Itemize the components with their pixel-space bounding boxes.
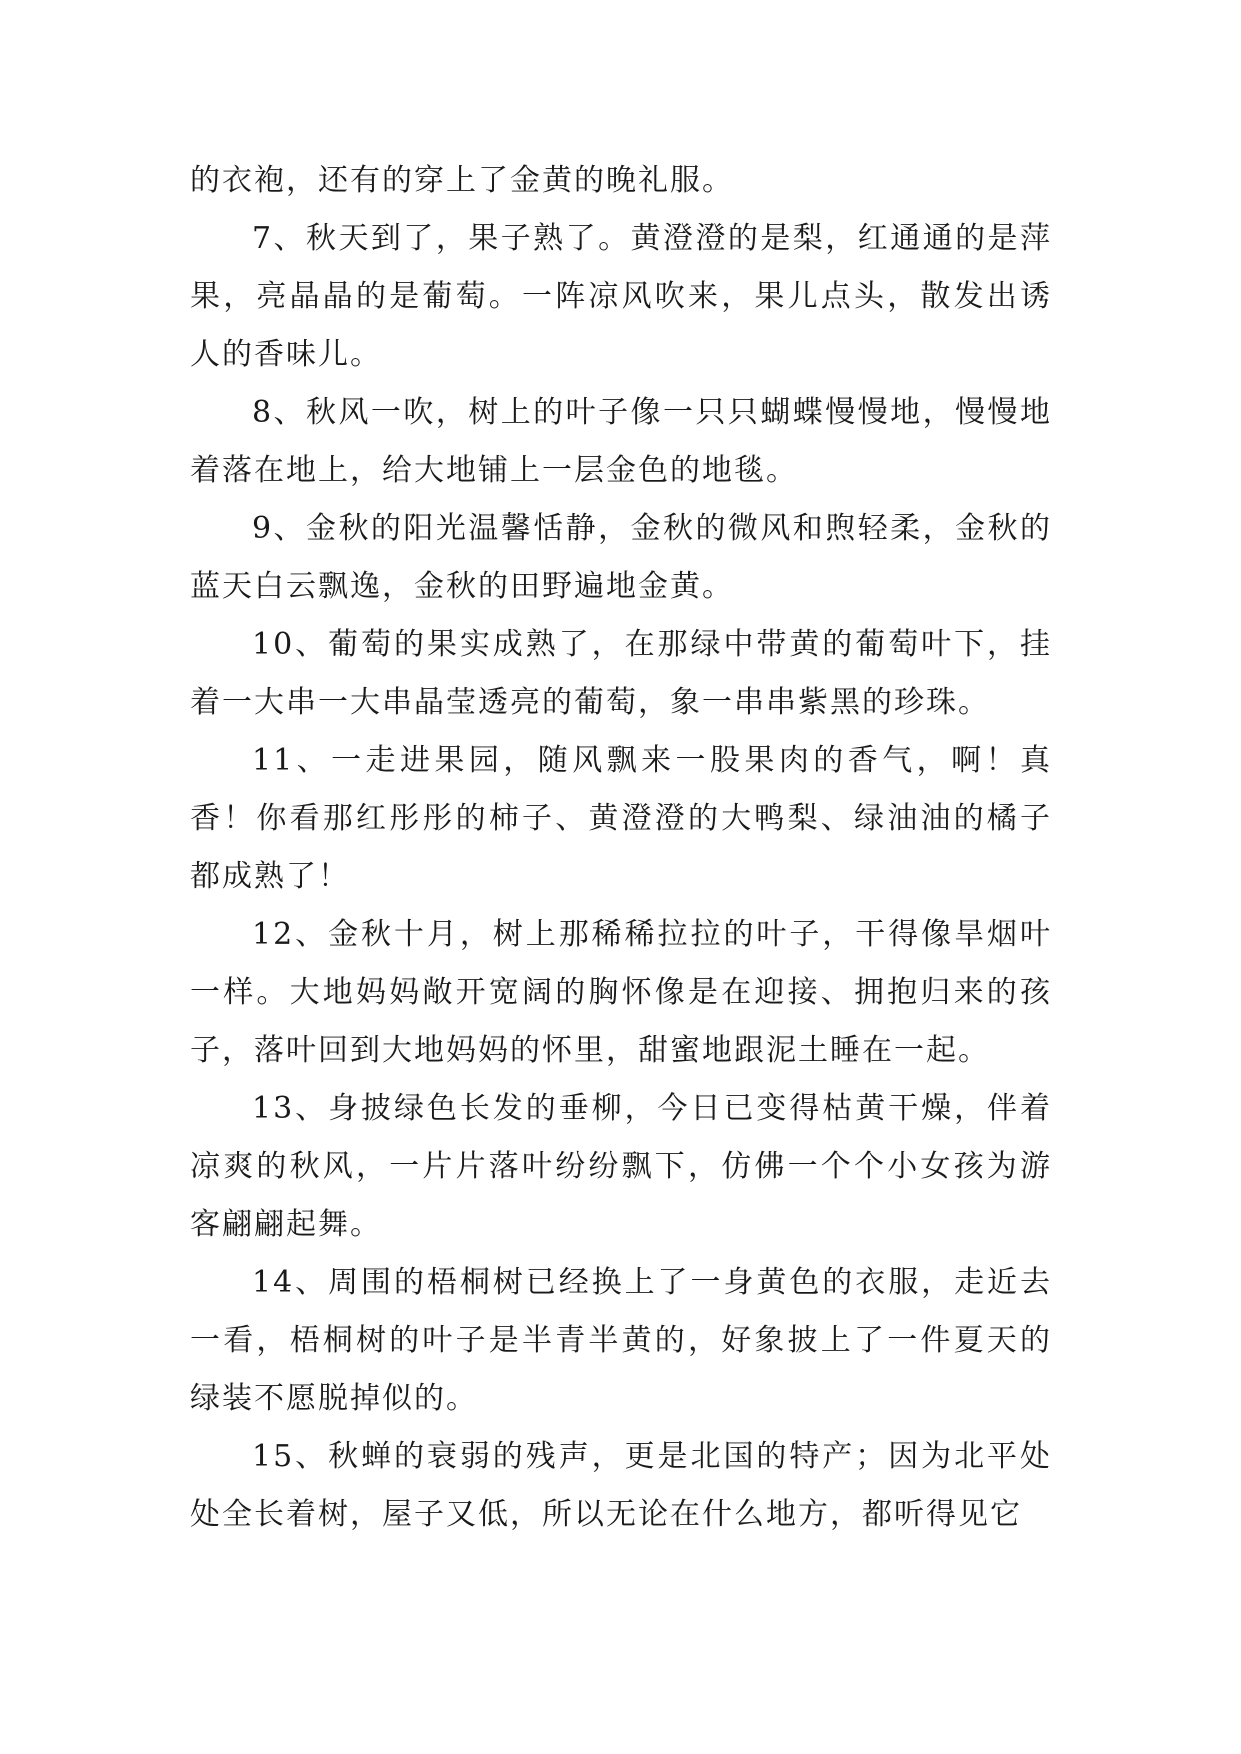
paragraph-item-11: 11、一走进果园，随风飘来一股果肉的香气，啊！真香！你看那红彤彤的柿子、黄澄澄的大鸭梨、绿油油的橘子都成熟了！ [190, 743, 1052, 894]
paragraph-item-13: 13、身披绿色长发的垂柳，今日已变得枯黄干燥，伴着凉爽的秋风，一片片落叶纷纷飘下，仿佛一个个小女孩为游客翩翩起舞。 [190, 1091, 1052, 1242]
document-body [190, 152, 1052, 1544]
paragraph-item-15: 15、秋蝉的衰弱的残声，更是北国的特产；因为北平处处全长着树，屋子又低，所以无论在什么地方，都听得见它 [190, 1439, 1052, 1532]
paragraph-item-14: 14、周围的梧桐树已经换上了一身黄色的衣服，走近去一看，梧桐树的叶子是半青半黄的，好象披上了一件夏天的绿装不愿脱掉似的。 [190, 1265, 1052, 1416]
paragraph-continuation: 的衣袍，还有的穿上了金黄的晚礼服。 [190, 163, 734, 198]
paragraph-item-12: 12、金秋十月，树上那稀稀拉拉的叶子，干得像旱烟叶一样。大地妈妈敞开宽阔的胸怀像是在迎接、拥抱归来的孩子，落叶回到大地妈妈的怀里，甜蜜地跟泥土睡在一起。 [190, 917, 1052, 1068]
paragraph-item-8: 8、秋风一吹，树上的叶子像一只只蝴蝶慢慢地，慢慢地着落在地上，给大地铺上一层金色的地毯。 [190, 395, 1052, 488]
paragraph-item-10: 10、葡萄的果实成熟了，在那绿中带黄的葡萄叶下，挂着一大串一大串晶莹透亮的葡萄，象一串串紫黑的珍珠。 [190, 627, 1052, 720]
paragraph-item-7: 7、秋天到了，果子熟了。黄澄澄的是梨，红通通的是萍果，亮晶晶的是葡萄。一阵凉风吹来，果儿点头，散发出诱人的香味儿。 [190, 221, 1052, 372]
paragraph-item-9: 9、金秋的阳光温馨恬静，金秋的微风和煦轻柔，金秋的蓝天白云飘逸，金秋的田野遍地金黄。 [190, 511, 1052, 604]
